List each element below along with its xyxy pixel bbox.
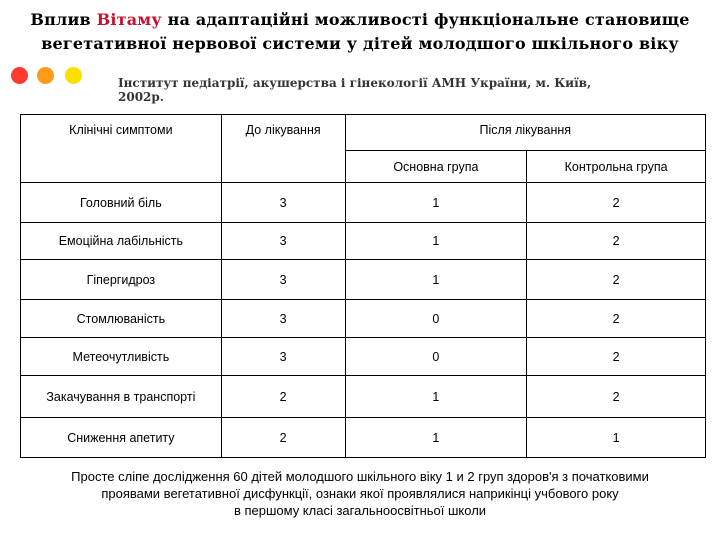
- cell-main: 1: [345, 376, 527, 418]
- table-row: [21, 376, 706, 418]
- title-line-1: [0, 8, 720, 32]
- cell-control: 2: [527, 260, 706, 300]
- cell-control: 1: [527, 418, 706, 458]
- cell-control: 2: [527, 338, 706, 376]
- cell-symptom: Гіпергидроз: [21, 260, 222, 300]
- cell-control: 2: [527, 376, 706, 418]
- cell-symptom: Метеочутливість: [21, 338, 222, 376]
- cell-symptom: Стомлюваність: [21, 300, 222, 338]
- slide-title: [0, 8, 720, 56]
- header-main-group: Основна група: [345, 151, 527, 183]
- cell-before: 3: [221, 183, 345, 223]
- cell-control: 2: [527, 183, 706, 223]
- cell-symptom: Закачування в транспорті: [21, 376, 222, 418]
- cell-main: 0: [345, 338, 527, 376]
- note-line-3: в першому класі загальноосвітньої школи: [233, 503, 487, 518]
- title-accent-product: Вітаму: [96, 10, 162, 29]
- title-suffix: на адаптаційні можливості функціональне становище: [161, 10, 690, 29]
- table-row: [21, 183, 706, 223]
- cell-symptom: Емоційна лабільність: [21, 223, 222, 260]
- table-row: [21, 223, 706, 260]
- cell-symptom: Сниження апетиту: [21, 418, 222, 458]
- header-after: Після лікування: [345, 115, 705, 151]
- decor-dot-red: [11, 67, 28, 84]
- decor-dot-orange: [37, 67, 54, 84]
- cell-main: 1: [345, 183, 527, 223]
- cell-main: 0: [345, 300, 527, 338]
- symptoms-table: [20, 114, 706, 458]
- cell-symptom: Головний біль: [21, 183, 222, 223]
- cell-main: 1: [345, 418, 527, 458]
- cell-before: 2: [221, 376, 345, 418]
- title-line-2: вегетативної нервової системи у дітей молодшого шкільного віку: [41, 34, 679, 53]
- header-before: До лікування: [221, 115, 345, 183]
- decor-dot-yellow: [65, 67, 82, 84]
- table-row: [21, 418, 706, 458]
- note-line-1: Просте сліпе дослідження 60 дітей молодшого шкільного віку 1 и 2 груп здоров'я з початковими: [71, 469, 649, 484]
- subtitle-institution: Інститут педіатрії, акушерства і гінекології АМН України, м. Київ, 2002р.: [118, 76, 592, 104]
- header-symptoms: Клінічні симптоми: [21, 115, 222, 183]
- cell-before: 3: [221, 223, 345, 260]
- cell-main: 1: [345, 223, 527, 260]
- cell-main: 1: [345, 260, 527, 300]
- cell-control: 2: [527, 300, 706, 338]
- cell-before: 3: [221, 300, 345, 338]
- title-prefix: Вплив: [30, 10, 97, 29]
- note-line-2: проявами вегетативної дисфункції, ознаки якої проявлялися наприкінці учбового року: [101, 486, 619, 501]
- table-row: [21, 300, 706, 338]
- study-note: [10, 468, 710, 519]
- table-row: [21, 260, 706, 300]
- table-row: [21, 338, 706, 376]
- cell-before: 3: [221, 260, 345, 300]
- cell-before: 2: [221, 418, 345, 458]
- header-control-group: Контрольна група: [527, 151, 706, 183]
- cell-before: 3: [221, 338, 345, 376]
- cell-control: 2: [527, 223, 706, 260]
